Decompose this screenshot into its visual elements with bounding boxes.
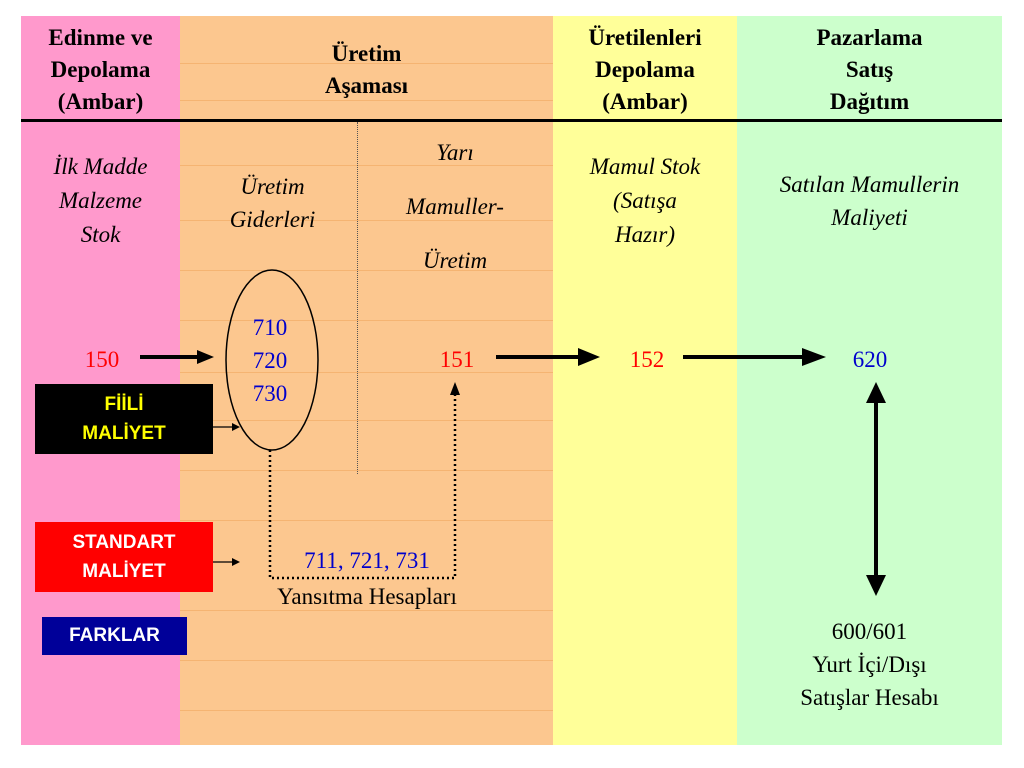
account-151: 151 xyxy=(439,347,475,372)
farklar-box: FARKLAR xyxy=(42,617,187,655)
account-group-oval xyxy=(226,270,318,450)
label-satilan: Satılan Mamullerin Maliyeti xyxy=(779,172,960,230)
label-reflect: Yansıtma Hesapları xyxy=(277,584,457,609)
account-710: 710 xyxy=(252,315,288,340)
account-620: 620 xyxy=(852,347,888,372)
label-ilk-madde: İlk Madde Malzeme Stok xyxy=(53,154,148,247)
account-152: 152 xyxy=(629,347,665,372)
header-uretilenleri: Üretilenleri Depolama (Ambar) xyxy=(588,25,702,114)
label-yari-mamuller: Yarı Mamuller- Üretim xyxy=(406,140,504,273)
header-uretim: Üretim Aşaması xyxy=(324,41,409,98)
account-reflect: 711, 721, 731 xyxy=(304,548,430,573)
dotted-reflect-path xyxy=(270,392,455,578)
header-pazarlama: Pazarlama Satış Dağıtım xyxy=(816,25,923,114)
label-mamul-stok: Mamul Stok (Satışa Hazır) xyxy=(589,154,701,247)
account-sales: 600/601 Yurt İçi/Dışı Satışlar Hesabı xyxy=(800,619,939,710)
fiili-maliyet-box: FİİLİ MALİYET xyxy=(35,384,213,454)
standart-maliyet-box: STANDART MALİYET xyxy=(35,522,213,592)
account-150: 150 xyxy=(84,347,120,372)
header-edinme: Edinme ve Depolama (Ambar) xyxy=(48,25,153,114)
account-720: 720 xyxy=(252,348,288,373)
account-730: 730 xyxy=(252,381,288,406)
label-uretim-giderleri: Üretim Giderleri xyxy=(229,174,316,232)
